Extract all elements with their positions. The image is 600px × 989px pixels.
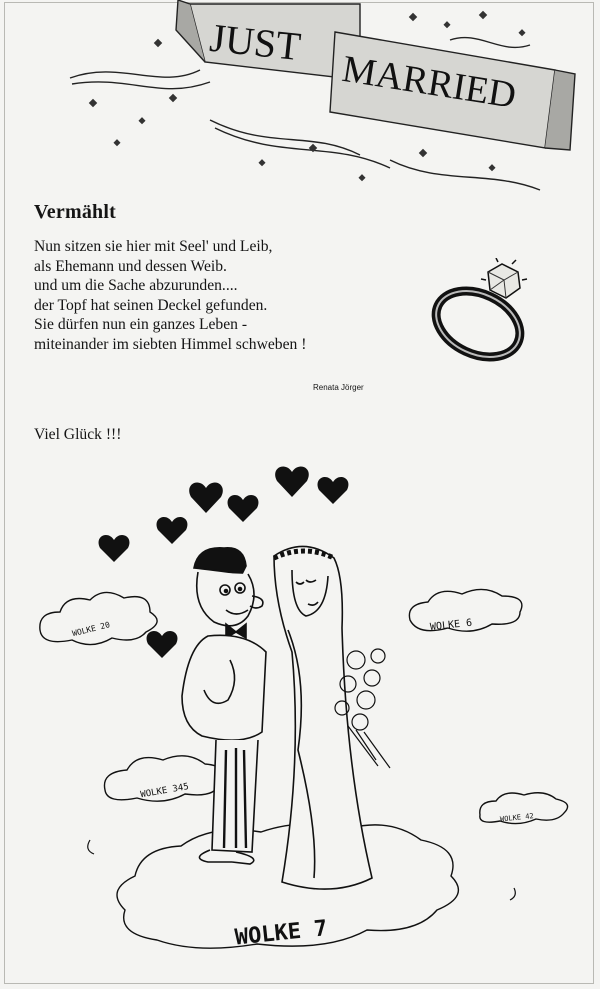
good-luck-wish: Viel Glück !!!: [34, 426, 122, 443]
poem-author: Renata Jörger: [313, 383, 364, 392]
wedding-ring-illustration: [428, 258, 546, 370]
cloud-label-wolke-7: WOLKE 7: [233, 916, 329, 951]
banner-word-just: JUST: [207, 14, 304, 70]
poem-title: Vermählt: [34, 201, 116, 223]
wedding-couple-cartoon: [30, 460, 590, 985]
poem-line: und um die Sache abzurunden....: [34, 277, 238, 294]
poem: [34, 237, 434, 354]
banner-word-married: MARRIED: [339, 47, 519, 117]
cloud-label-wolke-6: WOLKE 6: [429, 617, 473, 634]
cloud-wolke-20: [40, 592, 157, 644]
poem-line: der Topf hat seinen Deckel gefunden.: [34, 296, 268, 314]
poem-line: miteinander im siebten Himmel schweben !: [34, 335, 307, 353]
just-married-banner: [60, 0, 595, 200]
cloud-label-wolke-42: WOLKE 42: [499, 812, 535, 824]
cloud-label-wolke-20: WOLKE 20: [71, 620, 111, 639]
poem-line: Nun sitzen sie hier mit Seel' und Leib,: [34, 238, 273, 255]
groom-figure: [182, 548, 266, 864]
cloud-label-wolke-345: WOLKE 345: [139, 782, 190, 801]
poem-line: als Ehemann und dessen Weib.: [34, 257, 227, 275]
poem-line: Sie dürfen nun ein ganzes Leben -: [34, 316, 248, 333]
